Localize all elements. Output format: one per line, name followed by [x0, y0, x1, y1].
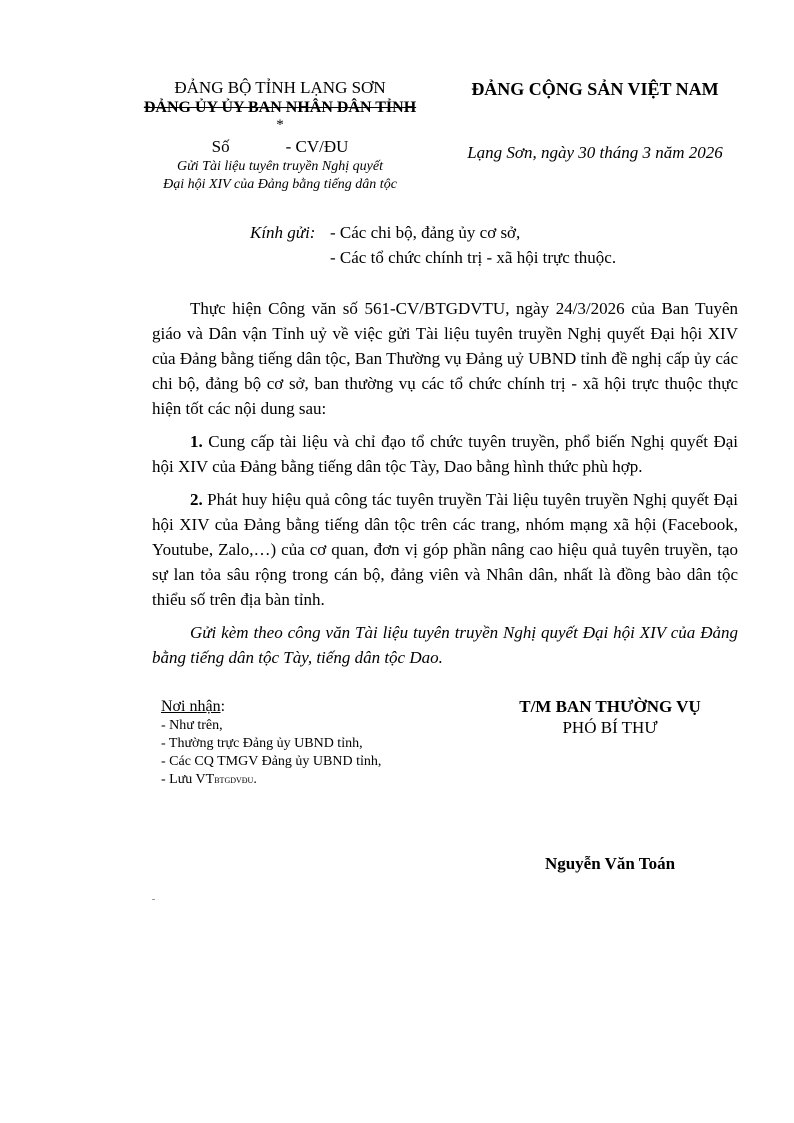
header-right	[445, 78, 745, 164]
distribution-item-archive: - Lưu VTBTGDVĐU.	[161, 772, 257, 787]
distribution-title: Nơi nhận:	[161, 698, 226, 715]
document-body	[152, 296, 738, 678]
party-name: ĐẢNG CỘNG SẢN VIỆT NAM	[471, 79, 719, 99]
recipients-to	[250, 220, 616, 270]
header-left	[110, 78, 450, 194]
item-1-text: Cung cấp tài liệu và chỉ đạo tổ chức tuyên truyền, phổ biến Nghị quyết Đại hội XIV của Đảng bằng tiếng dân tộc Tày, Dao bằng hình thức phù hợp.	[152, 432, 738, 476]
subject-line-2: Đại hội XIV của Đảng bằng tiếng dân tộc	[163, 177, 397, 192]
distribution-item: - Thường trực Đảng ủy UBND tỉnh,	[161, 736, 363, 751]
document-number	[110, 136, 450, 158]
page-mark	[152, 893, 155, 901]
item-2-number: 2.	[190, 490, 203, 509]
item-2	[152, 487, 738, 612]
doc-number-prefix: Số	[211, 137, 230, 156]
item-2-text: Phát huy hiệu quả công tác tuyên truyền Tài liệu tuyên truyền Nghị quyết Đại hội XIV của Đảng bằng tiếng dân tộc trên các trang, nhóm mạng xã hội (Facebook, Youtube, Zalo,…) của cơ quan, đơn vị góp phần nâng cao hiệu quả tuyên truyền, tạo sự lan tỏa sâu rộng trong cán bộ, đảng viên và Nhân dân, nhất là đồng bào dân tộc thiểu số trên địa bàn tỉnh.	[152, 490, 738, 609]
item-1	[152, 429, 738, 479]
signer-name: Nguyễn Văn Toán	[544, 854, 676, 873]
star-divider: *	[276, 117, 284, 133]
recipient-line-1: - Các chi bộ, đảng ủy cơ sở,	[330, 223, 521, 242]
attachment-note: Gửi kèm theo công văn Tài liệu tuyên truyền Nghị quyết Đại hội XIV của Đảng bằng tiếng dân tộc Tày, tiếng dân tộc Dao.	[152, 623, 738, 667]
distribution-item: - Như trên,	[161, 718, 223, 733]
intro-paragraph: Thực hiện Công văn số 561-CV/BTGDVTU, ngày 24/3/2026 của Ban Tuyên giáo và Dân vận Tỉnh uỷ về việc gửi Tài liệu tuyên truyền Nghị quyết Đại hội XIV của Đảng bằng tiếng dân tộc, Ban Thường vụ Đảng uỷ UBND tỉnh đề nghị cấp ủy các chi bộ, đảng bộ cơ sở, ban thường vụ các tổ chức chính trị - xã hội trực thuộc thực hiện tốt các nội dung sau:	[152, 299, 738, 418]
place-date: Lạng Sơn, ngày 30 tháng 3 năm 2026	[467, 143, 723, 162]
signature-on-behalf: T/M BAN THƯỜNG VỤ	[519, 697, 701, 716]
distribution-item: - Các CQ TMGV Đảng ủy UBND tỉnh,	[161, 754, 382, 769]
signature-position: PHÓ BÍ THƯ	[562, 718, 658, 737]
recipients-label: Kính gửi:	[250, 223, 316, 242]
item-1-number: 1.	[190, 432, 203, 451]
org-parent: ĐẢNG BỘ TỈNH LẠNG SƠN	[174, 78, 386, 97]
doc-number-suffix: - CV/ĐU	[285, 137, 349, 156]
org-name: ĐẢNG ỦY ỦY BAN NHÂN DÂN TỈNH	[143, 99, 417, 116]
recipient-line-2: - Các tổ chức chính trị - xã hội trực thuộc.	[330, 248, 617, 267]
subject-line-1: Gửi Tài liệu tuyên truyền Nghị quyết	[177, 159, 383, 174]
signature-block	[470, 697, 750, 875]
distribution-list	[161, 697, 461, 790]
